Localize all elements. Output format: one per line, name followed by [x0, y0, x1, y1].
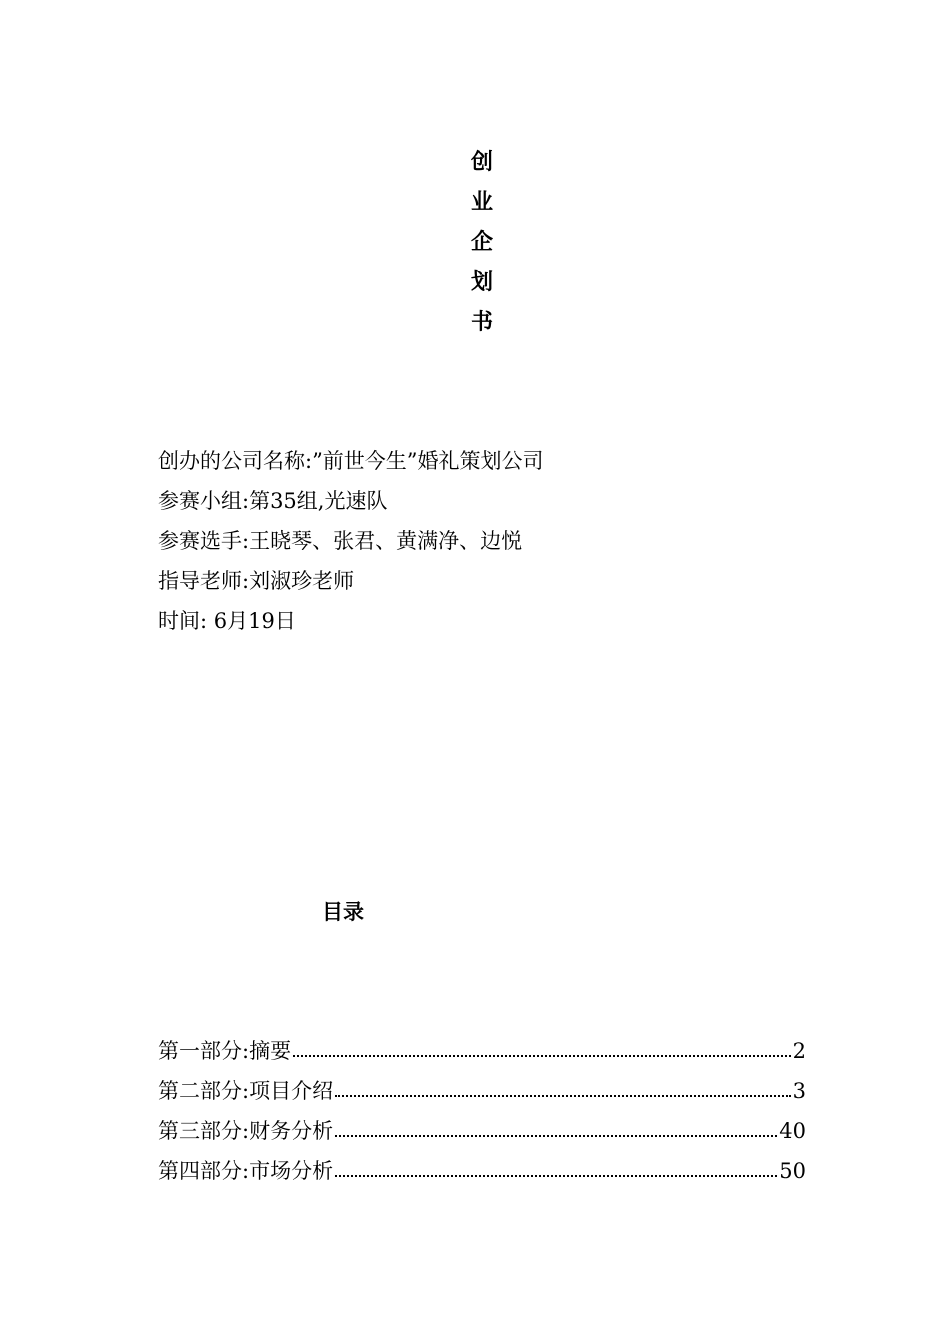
toc-entry-label: 第四部分:市场分析 [158, 1159, 334, 1183]
toc-entry[interactable] [158, 1037, 806, 1065]
toc-entry[interactable] [158, 1157, 806, 1185]
toc-leader-dots [335, 1077, 791, 1097]
toc-entry-label: 第二部分:项目介绍 [158, 1079, 334, 1103]
team-line: 参赛小组:第35组,光速队 [158, 489, 388, 513]
toc-entry-label: 第一部分:摘要 [158, 1039, 292, 1063]
toc-entry-label: 第三部分:财务分析 [158, 1119, 334, 1143]
toc-entry[interactable] [158, 1117, 806, 1145]
title-char: 企 [470, 229, 493, 255]
members-line: 参赛选手:王晓琴、张君、黄满净、边悦 [158, 529, 523, 553]
toc-leader-dots [335, 1157, 777, 1177]
toc-leader-dots [335, 1117, 777, 1137]
title-char: 业 [470, 189, 493, 215]
toc-entry-page: 50 [779, 1159, 806, 1183]
title-char: 划 [470, 269, 493, 295]
advisor-line: 指导老师:刘淑珍老师 [158, 569, 355, 593]
company-name-line: 创办的公司名称:”前世今生”婚礼策划公司 [158, 449, 544, 473]
title-char: 书 [470, 309, 493, 335]
toc-entry[interactable] [158, 1077, 806, 1105]
date-line: 时间: 6月19日 [158, 609, 296, 633]
toc-entry-page: 40 [779, 1119, 806, 1143]
toc-entry-page: 3 [792, 1079, 806, 1103]
toc-heading: 目录 [322, 899, 364, 924]
title-char: 创 [470, 149, 493, 175]
toc-entry-page: 2 [792, 1039, 806, 1063]
toc-leader-dots [293, 1037, 791, 1057]
